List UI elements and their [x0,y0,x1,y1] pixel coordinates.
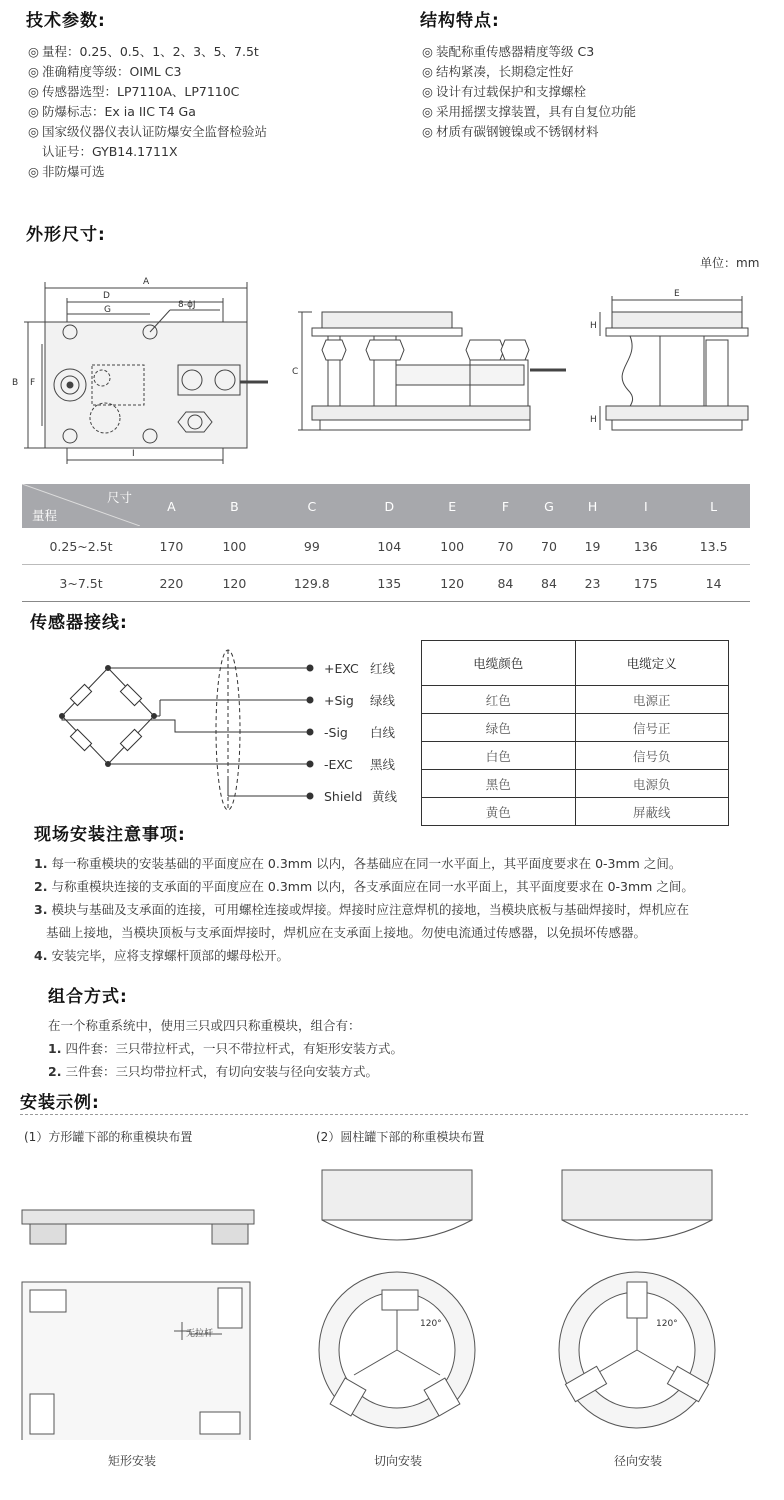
list-item: ◎ 采用摇摆支撑装置，具有自复位功能 [422,104,637,119]
installation-examples [0,1150,784,1440]
angle-label: 120° [656,1319,678,1329]
column-header: E [421,484,484,528]
list-item: ◎ 防爆标志：Ex ia IIC T4 Ga [28,104,196,119]
wire-color: 红线 [370,661,396,676]
struct-list [422,42,636,142]
unit-label: 单位：mm [700,256,760,270]
list-item: ◎ 设计有过载保护和支撑螺栓 [422,84,587,99]
table-cell: 信号负 [575,742,729,770]
corner-cell: 尺寸 量程 [22,484,140,528]
list-item-continued: 基础上接地，当模块顶板与支承面焊接时，焊机应在支承面上接地。勿使电流通过传感器，以免损坏传感器。 [46,925,647,940]
list-item: ◎ 准确精度等级：OIML C3 [28,64,182,79]
examples-title: 安装示例: [20,1093,100,1113]
table-row [422,686,729,714]
divider [20,1114,748,1115]
combo-list [48,1014,403,1083]
dimension-drawings [0,270,784,470]
table-cell: 13.5 [677,528,750,565]
dim-e-label: E [674,289,680,299]
list-item: 2. 三件套：三只均带拉杆式，有切向安装与径向安装方式。 [48,1064,378,1079]
notes-title: 现场安装注意事项: [34,825,186,845]
table-row [22,565,750,602]
example-subtitle-1: (1）方形罐下部的称重模块布置 [24,1130,193,1144]
table-cell: 104 [358,528,421,565]
table-cell: 135 [358,565,421,602]
table-cell: 99 [266,528,358,565]
wire-color: 绿线 [370,693,396,708]
example-subtitle-2: (2）圆柱罐下部的称重模块布置 [316,1130,485,1144]
table-cell: 129.8 [266,565,358,602]
table-cell: 黄色 [422,798,576,826]
dims-title: 外形尺寸: [26,225,106,245]
table-cell: 70 [484,528,528,565]
column-header: D [358,484,421,528]
dim-a-label: A [143,277,150,287]
table-cell: 220 [140,565,203,602]
table-cell: 黑色 [422,770,576,798]
struct-title: 结构特点: [420,11,500,31]
list-item: ◎ 非防爆可选 [28,164,105,179]
table-cell: 84 [484,565,528,602]
caption-tangential: 切向安装 [374,1454,423,1468]
table-cell: 19 [571,528,615,565]
table-row [422,770,729,798]
column-header: A [140,484,203,528]
table-row [422,714,729,742]
list-item: 2. 与称重模块连接的支承面的平面度应在 0.3mm 以内，各支承面应在同一水平面上，其平面度要求在 0-3mm 之间。 [34,879,694,894]
table-cell: 屏蔽线 [575,798,729,826]
caption-rectangular: 矩形安装 [108,1454,157,1468]
table-cell: 电源负 [575,770,729,798]
wire-signal: -Sig [324,725,348,740]
combo-intro: 在一个称重系统中，使用三只或四只称重模块，组合有： [48,1018,361,1033]
table-cell: 23 [571,565,615,602]
list-item: 1. 四件套：三只带拉杆式，一只不带拉杆式，有矩形安装方式。 [48,1041,403,1056]
tech-title: 技术参数: [26,11,106,31]
table-cell: 电源正 [575,686,729,714]
list-item: ◎ 结构紧凑，长期稳定性好 [422,64,574,79]
list-item: ◎ 装配称重传感器精度等级 C3 [422,44,595,59]
table-cell: 175 [614,565,677,602]
dim-h-label-top: H [590,321,597,331]
column-header: G [527,484,571,528]
table-cell: 信号正 [575,714,729,742]
table-cell: 绿色 [422,714,576,742]
table-cell: 红色 [422,686,576,714]
combo-title: 组合方式: [48,987,128,1007]
wire-color: 黑线 [370,757,396,772]
column-header: F [484,484,528,528]
table-cell: 100 [203,528,266,565]
column-header: 电缆颜色 [422,641,576,686]
list-item: ◎ 材质有碳钢镀镍或不锈钢材料 [422,124,599,139]
dim-g-label: G [104,305,111,315]
caption-radial: 径向安装 [614,1454,663,1468]
table-cell: 100 [421,528,484,565]
list-item: ◎ 量程：0.25、0.5、1、2、3、5、7.5t [28,44,259,59]
dim-b-label: B [12,378,19,388]
wiring-diagram [0,640,420,820]
list-item: 3. 模块与基础及支承面的连接，可用螺栓连接或焊接。焊接时应注意焊机的接地，当模块底板与基础焊接时，焊机应在 [34,902,689,917]
column-header: I [614,484,677,528]
list-item: ◎ 传感器选型：LP7110A、LP7110C [28,84,240,99]
table-cell: 白色 [422,742,576,770]
list-item: ◎ 国家级仪器仪表认证防爆安全监督检验站 [28,124,268,139]
wire-color: 白线 [370,725,396,740]
wire-signal: +Sig [324,693,354,708]
table-cell: 0.25~2.5t [22,528,140,565]
dim-j-label: 8-ϕJ [178,300,196,310]
list-item: 1. 每一称重模块的安装基础的平面度应在 0.3mm 以内，各基础应在同一水平面上，其平面度要求在 0-3mm 之间。 [34,856,682,871]
table-row [422,742,729,770]
tech-list [28,42,267,182]
cable-table [421,640,729,826]
list-item: 4. 安装完毕，应将支撑螺杆顶部的螺母松开。 [34,948,289,963]
table-cell: 3~7.5t [22,565,140,602]
table-header-row [22,484,750,528]
dim-i-label: I [132,449,135,459]
column-header: 电缆定义 [575,641,729,686]
column-header: L [677,484,750,528]
wire-color: 黄线 [372,789,398,804]
table-cell: 84 [527,565,571,602]
table-row [22,528,750,565]
dimension-table [22,484,750,602]
column-header: B [203,484,266,528]
dim-f-label: F [30,378,36,388]
wire-signal: Shield [324,789,363,804]
table-cell: 120 [421,565,484,602]
notes-list [34,852,764,967]
table-row [422,798,729,826]
table-cell: 120 [203,565,266,602]
column-header: H [571,484,615,528]
dim-d-label: D [103,291,110,301]
angle-label: 120° [420,1319,442,1329]
wiring-title: 传感器接线: [30,613,128,633]
wire-signal: +EXC [324,661,359,676]
wire-signal: -EXC [324,757,353,772]
table-header-row [422,641,729,686]
cert-number: 认证号：GYB14.1711X [42,144,178,159]
column-header: C [266,484,358,528]
dim-h-label-bottom: H [590,415,597,425]
no-rod-label: 无拉杆 [186,1329,214,1339]
table-cell: 70 [527,528,571,565]
table-cell: 136 [614,528,677,565]
table-cell: 14 [677,565,750,602]
table-cell: 170 [140,528,203,565]
dim-c-label: C [292,367,299,377]
